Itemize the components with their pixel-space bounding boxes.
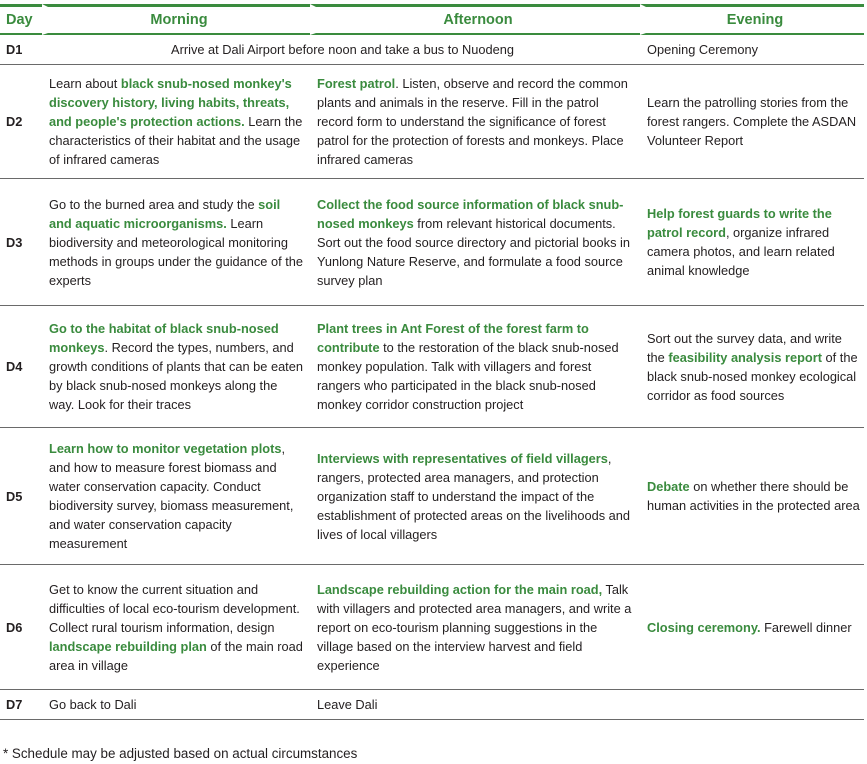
- evening-cell: [640, 35, 864, 65]
- day-label: D3: [0, 179, 42, 306]
- morning-cell: [42, 690, 310, 720]
- highlight-text: Debate: [647, 479, 690, 494]
- morning-cell: [42, 179, 310, 306]
- afternoon-cell: [310, 690, 640, 720]
- body-text: Leave Dali: [317, 697, 378, 712]
- day-label: D5: [0, 428, 42, 565]
- highlight-text: landscape rebuilding plan: [49, 638, 207, 654]
- body-text: Get to know the current situation and difficulties of local eco-tourism development. Collect rural tourism information, design: [49, 581, 300, 635]
- body-text: Sort out the survey data, and write the: [647, 330, 842, 365]
- body-text: on whether there should be human activities in the protected area: [647, 479, 860, 513]
- body-text: Opening Ceremony: [647, 42, 758, 57]
- arrival-cell: [42, 35, 640, 65]
- header-evening: Evening: [640, 4, 864, 35]
- body-text: Arrive at Dali Airport before noon and take a bus to Nuodeng: [171, 42, 514, 57]
- day-label: D4: [0, 306, 42, 428]
- body-text: Talk with villagers and protected area managers, and write a report on eco-tourism planning suggestions in the village based on the interview harvest and field experience: [317, 581, 632, 673]
- footnote: * Schedule may be adjusted based on actual circumstances: [3, 746, 358, 761]
- highlight-text: Landscape rebuilding action for the main road,: [317, 581, 603, 597]
- table-row: [0, 690, 864, 720]
- table-row: [0, 65, 864, 179]
- header-row: [0, 4, 864, 35]
- table-row: [0, 35, 864, 65]
- highlight-text: soil and aquatic microorganisms.: [49, 196, 281, 231]
- morning-cell: [42, 428, 310, 565]
- highlight-text: Go to the habitat of black snub-nosed monkeys: [49, 321, 279, 355]
- body-text: Learn about: [49, 76, 121, 91]
- body-text: , rangers, protected area managers, and protection organization staff to understand the impact of the establishment of protected areas on the livelihoods and lives of local villagers: [317, 450, 631, 542]
- day-label: D2: [0, 65, 42, 179]
- schedule-table: [0, 4, 864, 720]
- highlight-text: Closing ceremony.: [647, 619, 761, 635]
- body-text: from relevant historical documents. Sort out the food source directory and pictorial books in Yunlong Nature Reserve, and formulate a food source survey plan: [317, 215, 630, 288]
- evening-cell: [640, 306, 864, 428]
- table-row: [0, 565, 864, 690]
- evening-cell: [640, 65, 864, 179]
- afternoon-cell: [310, 306, 640, 428]
- body-text: , organize infrared camera photos, and learn related animal knowledge: [647, 225, 835, 278]
- body-text: of the black snub-nosed monkey ecological corridor as food sources: [647, 349, 858, 403]
- body-text: Go to the burned area and study the: [49, 196, 259, 212]
- body-text: Learn the characteristics of their habitat and the usage of infrared cameras: [49, 114, 303, 167]
- body-text: Go back to Dali: [49, 697, 137, 712]
- header-day: Day: [0, 4, 42, 35]
- highlight-text: Plant trees in Ant Forest of the forest farm to contribute: [317, 321, 589, 355]
- morning-cell: [42, 65, 310, 179]
- highlight-text: black snub-nosed monkey's discovery history, living habits, threats, and people's protection actions.: [49, 76, 292, 129]
- table-row: [0, 428, 864, 565]
- evening-cell: [640, 690, 864, 720]
- highlight-text: feasibility analysis report: [668, 349, 822, 365]
- body-text: Learn the patrolling stories from the forest rangers. Complete the ASDAN Volunteer Report: [647, 95, 857, 148]
- afternoon-cell: [310, 565, 640, 690]
- highlight-text: Learn how to monitor vegetation plots: [49, 441, 282, 456]
- body-text: , and how to measure forest biomass and water conservation capacity. Conduct biodiversity survey, biomass measurement, and water conservation capacity measurement: [49, 441, 294, 551]
- evening-cell: [640, 428, 864, 565]
- highlight-text: Help forest guards to write the patrol record: [647, 206, 832, 240]
- body-text: . Listen, observe and record the common plants and animals in the reserve. Fill in the patrol record form to understand the significance of forest patrol for the protection of forests and monkeys. Place infrared cameras: [317, 76, 628, 167]
- table-row: [0, 179, 864, 306]
- body-text: Farewell dinner: [760, 619, 852, 635]
- body-text: . Record the types, numbers, and growth conditions of plants that can be eaten by black snub-nosed monkeys along the way. Look for their traces: [49, 340, 303, 412]
- afternoon-cell: [310, 65, 640, 179]
- evening-cell: [640, 179, 864, 306]
- highlight-text: Forest patrol: [317, 76, 396, 91]
- body-text: Learn biodiversity and meteorological monitoring methods in groups under the guidance of the experts: [49, 215, 303, 288]
- morning-cell: [42, 565, 310, 690]
- header-morning: Morning: [42, 4, 310, 35]
- highlight-text: Collect the food source information of black snub-nosed monkeys: [317, 196, 624, 231]
- body-text: to the restoration of the black snub-nosed monkey population. Talk with villagers and forest rangers who participated in the black snub-nosed monkey corridor construction project: [317, 340, 619, 412]
- table-row: [0, 306, 864, 428]
- afternoon-cell: [310, 428, 640, 565]
- day-label: D6: [0, 565, 42, 690]
- body-text: of the main road area in village: [49, 638, 303, 673]
- day-label: D1: [0, 35, 42, 65]
- morning-cell: [42, 306, 310, 428]
- header-afternoon: Afternoon: [310, 4, 640, 35]
- highlight-text: Interviews with representatives of field villagers: [317, 450, 608, 466]
- evening-cell: [640, 565, 864, 690]
- day-label: D7: [0, 690, 42, 720]
- afternoon-cell: [310, 179, 640, 306]
